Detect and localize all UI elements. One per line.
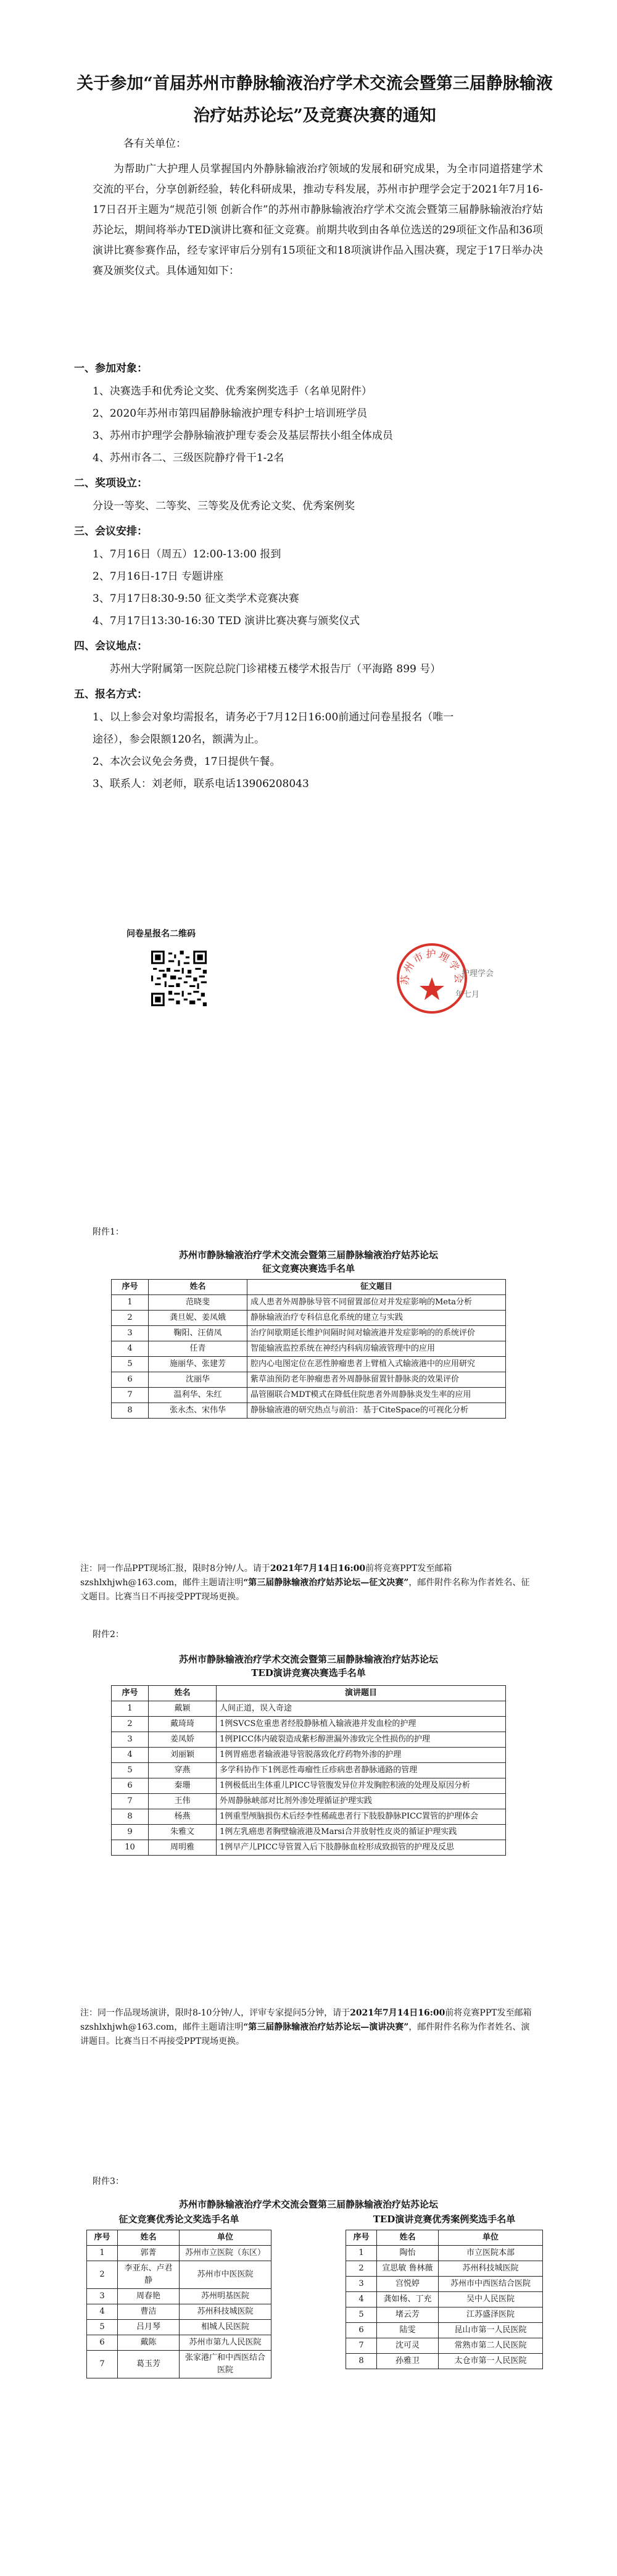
table-cell: 3 [112,1732,149,1748]
table-cell: 杨燕 [149,1809,217,1825]
participants-item: 1、决赛选手和优秀论文奖、优秀案例奖选手（名单见附件） [93,385,372,398]
table-cell: 7 [112,1794,149,1809]
table-cell: 施丽华、张建芳 [149,1357,247,1372]
table-cell: 江苏盛泽医院 [439,2307,543,2323]
table-cell: 4 [112,1341,149,1357]
table-cell: 苏州科技城医院 [180,2304,271,2320]
table-cell: 宫悦婷 [377,2277,439,2292]
annex3-case-caption: TED演讲竞赛优秀案例奖选手名单 [373,2214,516,2225]
section-venue-heading: 四、会议地点： [74,640,147,652]
section-participants-heading: 一、参加对象： [74,362,147,375]
table-cell: 外周静脉峡部对比剂外渗处理循证护理实践 [217,1794,506,1809]
table-row [112,1295,506,1311]
venue-text: 苏州大学附属第一医院总院门诊裙楼五楼学术报告厅（平海路 899 号） [110,663,441,675]
table-row [87,2320,271,2335]
annex3-essay-caption: 征文竞赛优秀论文奖选手名单 [118,2214,239,2225]
annex3-caption: 苏州市静脉输液治疗学术交流会暨第三届静脉输液治疗姑苏论坛 [178,2199,438,2210]
table-cell: 龚如杨、丁充 [377,2292,439,2307]
table-row [346,2338,543,2354]
table-cell: 朱雅文 [149,1825,217,1840]
table-row [87,2304,271,2320]
table-row [112,1794,506,1809]
table-cell: 6 [112,1372,149,1388]
table-cell: 周明雅 [149,1840,217,1856]
table-cell: 2 [112,1717,149,1732]
qr-code[interactable] [151,951,207,1006]
table-row [112,1701,506,1717]
essay-finalists-table: 序号 姓名 征文题目 1 范晓斐 成人患者外周静脉导管不同留置部位对并发症影响的Meta分析 2 龚旦妮、姜凤娥 静脉输液治疗专科信息化系统的建立与实践 3 鞠阳、汪倩凤 治疗间歇期延长维护间隔时间对输液港并发症影响的的系统评价 4 任青 智能输液监控系统在神经内科病房输液管理中的应用 5 施丽华、张建芳 腔内心电图定位在恶性肿瘤患者上臂植入式输液港中的应用研究 6 沈丽华 紫草油预防老年肿瘤患者外周静脉留置针静脉炎的效果评价 7 温利华、朱红 晶管圈联合MDT模式在降低住院患者外周静脉炎发生率的应用 8 张永杰、宋伟华 静脉输液港的研究热点与前沿：基于CiteSpace的可视化分析 [111,1279,506,1419]
schedule-item: 1、7月16日（周五）12:00-13:00 报到 [93,548,281,561]
table-cell: 6 [346,2323,377,2338]
table-cell: 市立医院本部 [439,2246,543,2261]
table-cell: 智能输液监控系统在神经内科病房输液管理中的应用 [247,1341,506,1357]
table-cell: 1例SVCS危重患者经股静脉植入输液港并发血栓的护理 [217,1717,506,1732]
table-cell: 温利华、朱红 [149,1388,247,1403]
table-cell: 多学科协作下1例恶性毒瘤性丘疹病患者静脉通路的管理 [217,1763,506,1778]
table-cell: 任青 [149,1341,247,1357]
schedule-item: 2、7月16日-17日 专题讲座 [93,570,224,583]
annex3-label: 附件3： [93,2177,124,2186]
table-cell: 1例重型颅脑损伤术后经李性稀疏患者行下肢股静脉PICC置管的护理体会 [217,1809,506,1825]
table-cell: 范晓斐 [149,1295,247,1311]
section-awards-heading: 二、奖项设立： [74,477,147,490]
section-registration-heading: 五、报名方式： [74,688,147,701]
participants-item: 3、苏州市护理学会静脉输液护理专委会及基层帮扶小组全体成员 [93,430,393,442]
table-cell: 刘丽颖 [149,1748,217,1763]
table-cell: 5 [87,2320,118,2335]
section-schedule-heading: 三、会议安排： [74,525,147,538]
table-row [112,1326,506,1341]
ted-finalists-table: 序号 姓名 演讲题目 1 戴颖 人间正道，误入奇途 2 戴琦琦 1例SVCS危重患者经股静脉植入输液港并发血栓的护理 3 姜凤娇 1例PICC体内破裂造成紫杉醇泄漏外渗致完全性损伤的护理 4 刘丽颖 1例胃癌患者输液港导管脱落致化疗药物外渗的护理 5 穿燕 多学科协作下1例恶性毒瘤性丘疹病患者静脉通路的管理 6 秦珊 1例极低出生体重儿PICC导管腹发异位并发胸腔积液的处理及原因分析 7 王伟 外周静脉峡部对比剂外渗处理循证护理实践 8 杨燕 1例重型颅脑损伤术后经李性稀疏患者行下肢股静脉PICC置管的护理体会 9 朱雅文 1例左乳癌患者胸壁输液港及Marsi合并放射性皮炎的循证护理实践 10 周明雅 1例早产儿PICC导管置入后下肢静脉血栓形成致损管的护理及反思 [111,1685,506,1856]
table-row [112,1388,506,1403]
organization-seal-stamp [395,941,469,1015]
table-cell: 太仓市第一人民医院 [439,2354,543,2369]
excellent-essay-award-table: 序号 姓名 单位 1 郭菁 苏州市立医院（东区） 2 李亚东、卢君静 苏州市中医医院 3 周春艳 苏州明基医院 4 曹洁 苏州科技城医院 5 吕月琴 相城人民医院 6 戴陈 苏州市第九人民医院 7 葛玉芳 张家港广和中西医结合医院 [86,2230,271,2378]
table-row [87,2351,271,2378]
table-cell: 1例胃癌患者输液港导管脱落致化疗药物外渗的护理 [217,1748,506,1763]
table-cell: 吴中人民医院 [439,2292,543,2307]
table-cell: 1 [346,2246,377,2261]
table-cell: 4 [87,2304,118,2320]
table-cell: 鞠阳、汪倩凤 [149,1326,247,1341]
table-row [112,1763,506,1778]
table-cell: 张家港广和中西医结合医院 [180,2351,271,2378]
salutation: 各有关单位： [123,138,186,150]
table-cell: 9 [112,1825,149,1840]
table-cell: 2 [346,2261,377,2277]
table-cell: 5 [346,2307,377,2323]
table-cell: 2 [87,2261,118,2289]
table-cell: 腔内心电图定位在恶性肿瘤患者上臂植入式输液港中的应用研究 [247,1357,506,1372]
seal-text: 苏州市护理学会 [399,948,465,986]
registration-item: 途径），参会限额120名，额满为止。 [93,733,265,746]
table-row [112,1825,506,1840]
table-cell: 周春艳 [118,2289,180,2304]
notice-title: 关于参加“首届苏州市静脉输液治疗学术交流会暨第三届静脉输液治疗姑苏论坛”及竞赛决赛的通知 [77,74,553,125]
participants-item: 2、2020年苏州市第四届静脉输液护理专科护士培训班学员 [93,407,368,420]
table-cell: 相城人民医院 [180,2320,271,2335]
table-row [346,2354,543,2369]
table-row [346,2307,543,2323]
table-cell: 堵云芳 [377,2307,439,2323]
table-cell: 苏州科技城医院 [439,2261,543,2277]
table-cell: 10 [112,1840,149,1856]
table-cell: 1例左乳癌患者胸壁输液港及Marsi合并放射性皮炎的循证护理实践 [217,1825,506,1840]
participants-item: 4、苏州市各二、三级医院静疗骨干1-2名 [93,452,284,464]
table-cell: 1 [87,2246,118,2261]
table-cell: 6 [87,2335,118,2351]
table-row [87,2261,271,2289]
table-cell: 曹洁 [118,2304,180,2320]
annex2-caption: 苏州市静脉输液治疗学术交流会暨第三届静脉输液治疗姑苏论坛 TED演讲竞赛决赛选手名单 [178,1654,438,1678]
table-row [346,2323,543,2338]
table-cell: 沈可灵 [377,2338,439,2354]
table-cell: 苏州市中西医结合医院 [439,2277,543,2292]
table-cell: 沈丽华 [149,1372,247,1388]
annex1-note: 注：同一作品PPT现场汇报，限时8分钟/人。请于2021年7月14日16:00前将竞赛PPT发至邮箱szshlxhjwh@163.com，邮件主题请注明“第三届静脉输液治疗姑苏论坛—征文决赛”，邮件附件名称为作者姓名、征文题目。比赛当日不再接受PPT现场更换。 [80,1564,530,1602]
table-cell: 昆山市第一人民医院 [439,2323,543,2338]
table-cell: 戴陈 [118,2335,180,2351]
table-row [112,1717,506,1732]
table-cell: 4 [112,1748,149,1763]
table-cell: 1例极低出生体重儿PICC导管腹发异位并发胸腔积液的处理及原因分析 [217,1778,506,1794]
table-row [346,2292,543,2307]
table-cell: 张永杰、宋伟华 [149,1403,247,1419]
table-cell: 葛玉芳 [118,2351,180,2378]
table-cell: 李亚东、卢君静 [118,2261,180,2289]
issuer-signature: 护理学会 [462,969,494,978]
qr-code-label: 问卷星报名二维码 [126,929,196,939]
table-cell: 8 [112,1809,149,1825]
table-cell: 龚旦妮、姜凤娥 [149,1311,247,1326]
table-cell: 7 [87,2351,118,2378]
table-cell: 戴琦琦 [149,1717,217,1732]
table-cell: 郭菁 [118,2246,180,2261]
schedule-item: 4、7月17日13:30-16:30 TED 演讲比赛决赛与颁奖仪式 [93,615,360,627]
awards-text: 分设一等奖、二等奖、三等奖及优秀论文奖、优秀案例奖 [93,500,355,512]
table-row [87,2289,271,2304]
table-cell: 苏州市立医院（东区） [180,2246,271,2261]
table-cell: 5 [112,1357,149,1372]
table-cell: 陆雯 [377,2323,439,2338]
table-cell: 宣思敏 鲁林薇 [377,2261,439,2277]
table-row [346,2261,543,2277]
registration-item: 2、本次会议免会务费，17日提供午餐。 [93,756,281,768]
table-cell: 1例PICC体内破裂造成紫杉醇泄漏外渗致完全性损伤的护理 [217,1732,506,1748]
table-cell: 秦珊 [149,1778,217,1794]
table-cell: 静脉输液治疗专科信息化系统的建立与实践 [247,1311,506,1326]
table-cell: 1 [112,1295,149,1311]
table-cell: 7 [346,2338,377,2354]
table-cell: 1例早产儿PICC导管置入后下肢静脉血栓形成致损管的护理及反思 [217,1840,506,1856]
registration-item: 1、以上参会对象均需报名，请务必于7月12日16:00前通过问卷星报名（唯一 [93,711,454,723]
table-row [87,2335,271,2351]
table-cell: 紫草油预防老年肿瘤患者外周静脉留置针静脉炎的效果评价 [247,1372,506,1388]
table-cell: 晶管圈联合MDT模式在降低住院患者外周静脉炎发生率的应用 [247,1388,506,1403]
table-cell: 3 [112,1326,149,1341]
table-row [112,1748,506,1763]
table-row [346,2246,543,2261]
table-cell: 3 [87,2289,118,2304]
table-cell: 常熟市第二人民医院 [439,2338,543,2354]
table-cell: 成人患者外周静脉导管不同留置部位对并发症影响的Meta分析 [247,1295,506,1311]
annex1-caption: 苏州市静脉输液治疗学术交流会暨第三届静脉输液治疗姑苏论坛 征文竞赛决赛选手名单 [178,1249,438,1274]
table-row [87,2246,271,2261]
annex1-label: 附件1： [93,1227,124,1237]
table-cell: 8 [346,2354,377,2369]
table-cell: 陶怡 [377,2246,439,2261]
table-cell: 5 [112,1763,149,1778]
table-cell: 王伟 [149,1794,217,1809]
table-cell: 穿燕 [149,1763,217,1778]
table-row [112,1809,506,1825]
excellent-case-award-table: 序号 姓名 单位 1 陶怡 市立医院本部 2 宣思敏 鲁林薇 苏州科技城医院 3 宫悦婷 苏州市中西医结合医院 4 龚如杨、丁充 吴中人民医院 5 堵云芳 江苏盛泽医院 6 陆雯 昆山市第一人民医院 7 沈可灵 常熟市第二人民医院 8 孙雅卫 太仓市第一人民医院 [346,2230,543,2369]
registration-item: 3、联系人：刘老师，联系电话13906208043 [93,778,309,790]
table-row [112,1341,506,1357]
intro-paragraph: 为帮助广大护理人员掌握国内外静脉输液治疗领域的发展和研究成果，为全市同道搭建学术交流的平台，分享创新经验，转化科研成果，推动专科发展，苏州市护理学会定于2021年7月16-17日召开主题为“规范引领 创新合作”的苏州市静脉输液治疗学术交流会暨第三届静脉输液治疗姑苏论坛，期间将举办TED演讲比赛和征文竞赛。前期共收到由各单位选送的29项征文作品和36项演讲比赛参赛作品，经专家评审后分别有15项征文和18项演讲作品入围决赛，现定于17日举办决赛及颁奖仪式。具体通知如下： [93,163,543,277]
table-cell: 姜凤娇 [149,1732,217,1748]
annex2-note: 注：同一作品现场演讲，限时8-10分钟/人，评审专家提问5分钟，请于2021年7月14日16:00前将竞赛PPT发至邮箱szshlxhjwh@163.com，邮件主题请注明“第三届静脉输液治疗姑苏论坛—演讲决赛”，邮件附件名称为作者姓名、演讲题目。比赛当日不再接受PPT现场更换。 [80,2008,532,2046]
table-row [112,1732,506,1748]
table-cell: 人间正道，误入奇途 [217,1701,506,1717]
annex2-label: 附件2： [93,1630,124,1640]
table-row [112,1357,506,1372]
table-cell: 苏州市第九人民医院 [180,2335,271,2351]
table-row [112,1372,506,1388]
table-cell: 4 [346,2292,377,2307]
table-cell: 3 [346,2277,377,2292]
issue-date: 年七月 [455,990,480,999]
table-cell: 孙雅卫 [377,2354,439,2369]
table-cell: 吕月琴 [118,2320,180,2335]
table-row [112,1840,506,1856]
table-cell: 苏州市中医医院 [180,2261,271,2289]
table-row [112,1403,506,1419]
table-cell: 8 [112,1403,149,1419]
table-cell: 2 [112,1311,149,1326]
table-row [346,2277,543,2292]
table-cell: 静脉输液港的研究热点与前沿：基于CiteSpace的可视化分析 [247,1403,506,1419]
table-row [112,1778,506,1794]
table-cell: 戴颖 [149,1701,217,1717]
schedule-item: 3、7月17日8:30-9:50 征文类学术竞赛决赛 [93,593,299,605]
table-cell: 苏州明基医院 [180,2289,271,2304]
table-cell: 7 [112,1388,149,1403]
table-cell: 治疗间歇期延长维护间隔时间对输液港并发症影响的的系统评价 [247,1326,506,1341]
table-row [112,1311,506,1326]
table-cell: 1 [112,1701,149,1717]
table-cell: 6 [112,1778,149,1794]
